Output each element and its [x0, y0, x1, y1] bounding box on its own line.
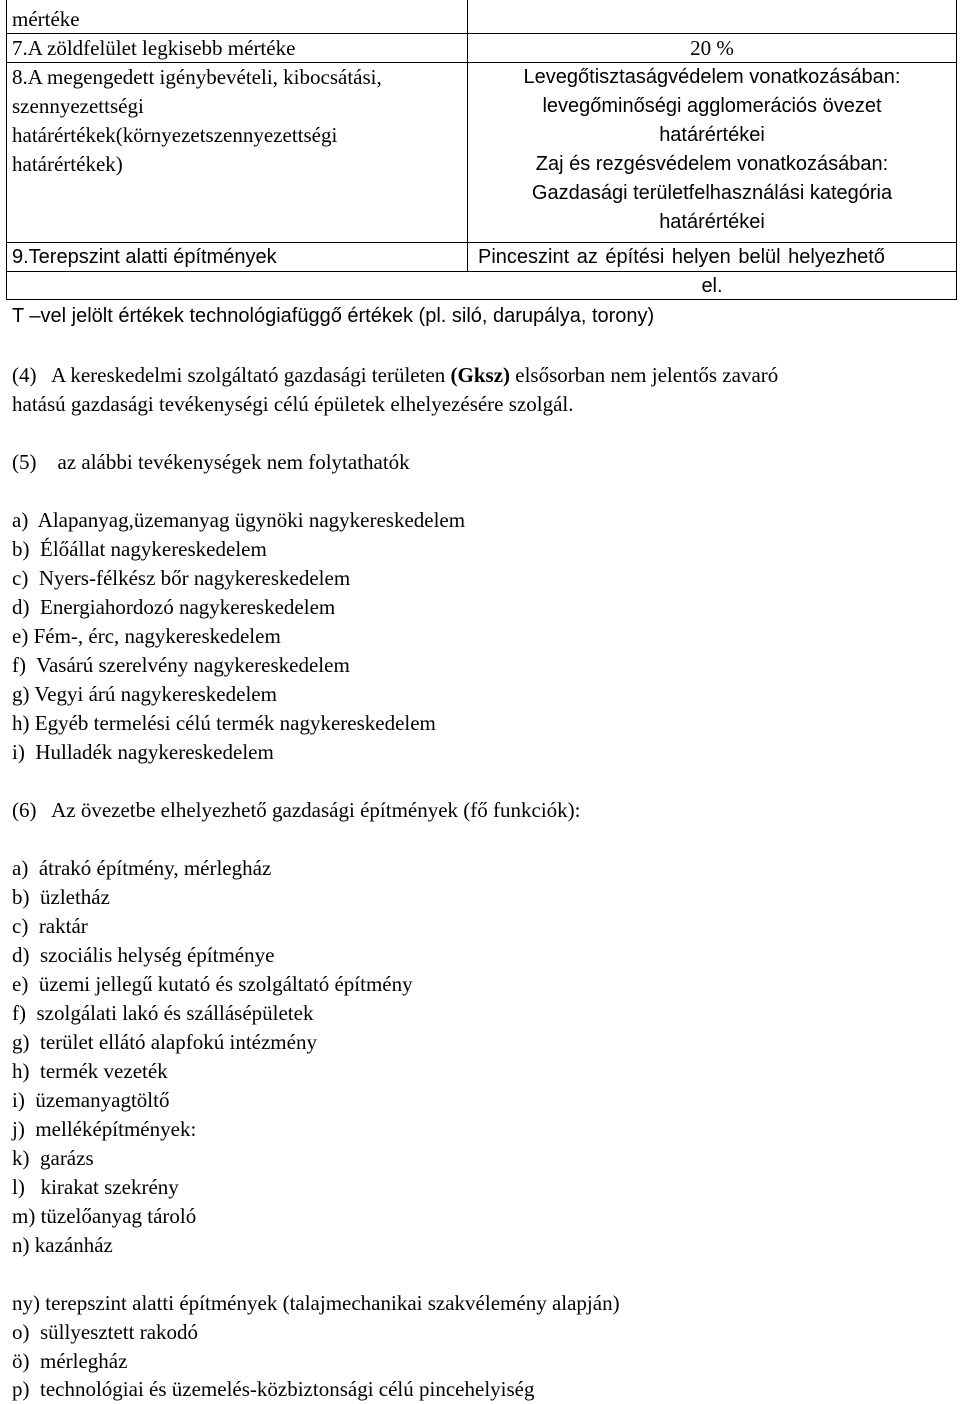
- table-row-label: 9.Terepszint alatti építmények: [12, 246, 277, 268]
- table-row-value: határértékei: [659, 211, 765, 233]
- list-item: f) Vasárú szerelvény nagykereskedelem: [12, 653, 350, 677]
- table-border-left: [6, 0, 7, 300]
- list-item: g) Vegyi árú nagykereskedelem: [12, 682, 277, 706]
- list-item: i) üzemanyagtöltő: [12, 1088, 170, 1112]
- list-item: j) melléképítmények:: [12, 1117, 197, 1141]
- list-item: c) raktár: [12, 914, 88, 938]
- table-row-value: 20 %: [690, 36, 734, 60]
- table-row-label: szennyezettségi: [12, 94, 144, 118]
- paragraph-4-line2: hatású gazdasági tevékenységi célú épületek elhelyezésére szolgál.: [12, 392, 574, 416]
- list-item: g) terület ellátó alapfokú intézmény: [12, 1030, 317, 1054]
- list-item: a) Alapanyag,üzemanyag ügynöki nagykereskedelem: [12, 508, 466, 532]
- list-item: l) kirakat szekrény: [12, 1175, 179, 1199]
- table-row-label: mértéke: [12, 7, 80, 31]
- table-row-label: 8.A megengedett igénybevételi, kibocsátási,: [12, 65, 382, 89]
- paragraph-4: [12, 361, 778, 390]
- paragraph-4-text: (4) A kereskedelmi szolgáltató gazdasági területen: [12, 363, 451, 387]
- table-row-label: határértékek(környezetszennyezettségi: [12, 123, 338, 147]
- table-row-value: Levegőtisztaságvédelem vonatkozásában:: [523, 66, 901, 88]
- table-row-value: határértékei: [659, 124, 765, 146]
- list-item: o) süllyesztett rakodó: [12, 1320, 199, 1344]
- table-row-value: levegőminőségi agglomerációs övezet: [542, 95, 882, 117]
- list-item: h) Egyéb termelési célú termék nagykereskedelem: [12, 711, 436, 735]
- table-row-label: határértékek): [12, 152, 123, 176]
- list-item: ö) mérlegház: [12, 1349, 128, 1373]
- paragraph-5-heading: (5) az alábbi tevékenységek nem folytathatók: [12, 450, 410, 474]
- list-item: p) technológiai és üzemelés-közbiztonsági célú pincehelyiség: [12, 1377, 535, 1401]
- list-item: a) átrakó építmény, mérlegház: [12, 856, 272, 880]
- zone-code: (Gksz): [450, 363, 511, 387]
- paragraph-6-heading: (6) Az övezetbe elhelyezhető gazdasági építmények (fő funkciók):: [12, 798, 581, 822]
- list-item: ny) terepszint alatti építmények (talajmechanikai szakvélemény alapján): [12, 1291, 620, 1315]
- table-row-value: Zaj és rezgésvédelem vonatkozásában:: [535, 153, 889, 175]
- list-item: m) tüzelőanyag tároló: [12, 1204, 197, 1228]
- list-item: i) Hulladék nagykereskedelem: [12, 740, 274, 764]
- list-item: b) üzletház: [12, 885, 110, 909]
- list-item: c) Nyers-félkész bőr nagykereskedelem: [12, 566, 351, 590]
- table-row-value: el.: [701, 275, 723, 297]
- list-item: e) Fém-, érc, nagykereskedelem: [12, 624, 281, 648]
- list-item: f) szolgálati lakó és szállásépületek: [12, 1001, 314, 1025]
- table-note: T –vel jelölt értékek technológiafüggő értékek (pl. siló, darupálya, torony): [12, 305, 655, 327]
- list-item: k) garázs: [12, 1146, 94, 1170]
- list-item: d) Energiahordozó nagykereskedelem: [12, 595, 336, 619]
- list-item: d) szociális helység építménye: [12, 943, 275, 967]
- list-item: e) üzemi jellegű kutató és szolgáltató építmény: [12, 972, 413, 996]
- table-row-value: Gazdasági területfelhasználási kategória: [531, 182, 893, 204]
- table-row-value: Pinceszint az építési helyen belül helyezhető: [478, 246, 885, 268]
- list-item: b) Élőállat nagykereskedelem: [12, 537, 267, 561]
- list-item: h) termék vezeték: [12, 1059, 168, 1083]
- table-border-right: [956, 0, 957, 300]
- table-row-label: 7.A zöldfelület legkisebb mértéke: [12, 36, 296, 60]
- list-item: n) kazánház: [12, 1233, 113, 1257]
- paragraph-4-text: elsősorban nem jelentős zavaró: [510, 363, 779, 387]
